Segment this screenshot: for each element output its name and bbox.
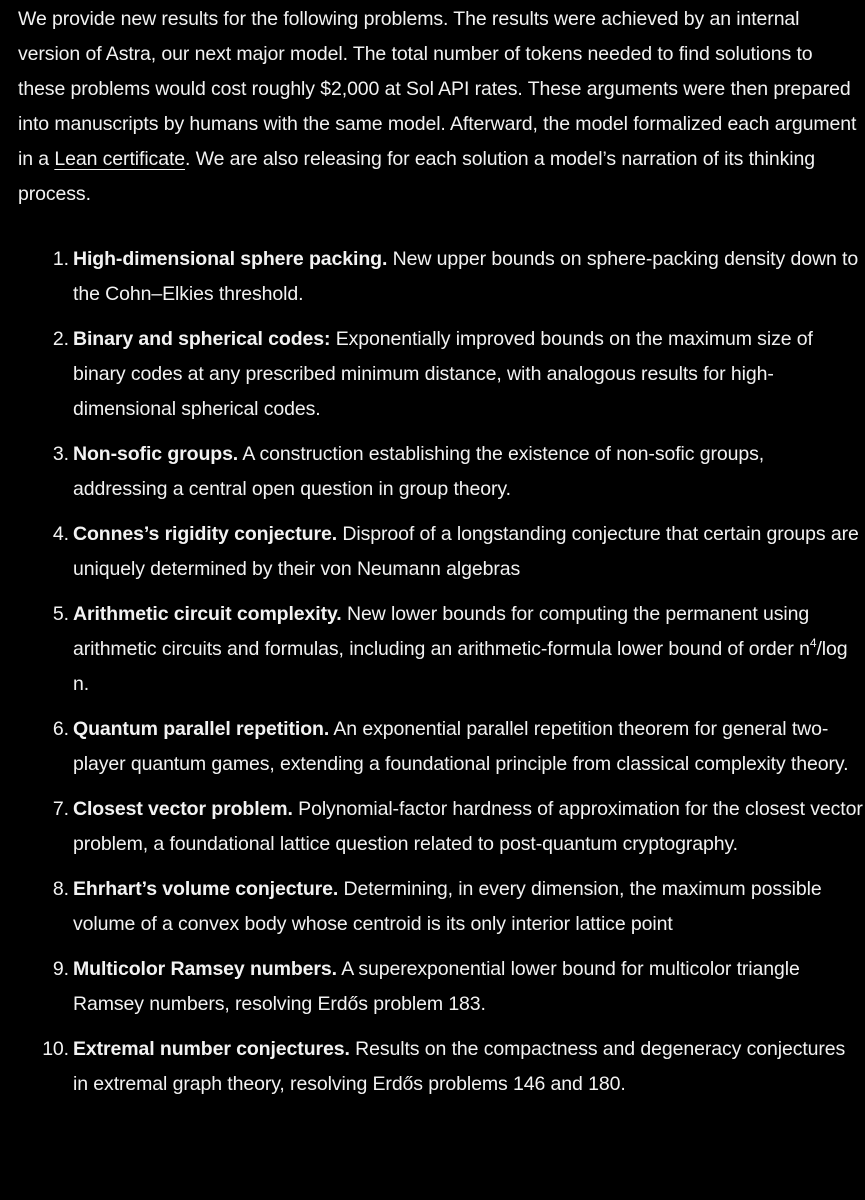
list-number: 9. xyxy=(52,958,69,980)
problem-title: Multicolor Ramsey numbers. xyxy=(73,958,337,980)
list-number: 10. xyxy=(42,1038,69,1060)
problem-title: Ehrhart’s volume conjecture. xyxy=(73,878,339,900)
intro-paragraph xyxy=(18,2,865,212)
problem-title: Extremal number conjectures. xyxy=(73,1038,350,1060)
problem-title: Non-sofic groups. xyxy=(73,443,239,465)
list-item xyxy=(18,517,863,587)
intro-text-before-link: We provide new results for the following problems. The results were achieved by an internal version of Astra, our next major model. The total number of tokens needed to find solutions to these problems would cost roughly $2,000 at Sol API rates. These arguments were then prepared into manuscripts by humans with the same model. Afterward, the model formalized each argument in a xyxy=(18,8,857,170)
list-item xyxy=(18,872,863,942)
problem-title: Arithmetic circuit complexity. xyxy=(73,603,342,625)
list-number: 7. xyxy=(52,798,69,820)
list-number: 5. xyxy=(52,603,69,625)
list-item xyxy=(18,322,863,427)
list-item xyxy=(18,952,863,1022)
problem-description: New lower bounds for computing the permanent using arithmetic circuits and formulas, including an arithmetic-formula lower bound of order n xyxy=(73,603,810,660)
problem-description: A construction establishing the existence of non-sofic groups, addressing a central open question in group theory. xyxy=(73,443,765,500)
list-item xyxy=(18,1032,863,1102)
list-item xyxy=(18,792,863,862)
list-number: 4. xyxy=(52,523,69,545)
problem-title: Closest vector problem. xyxy=(73,798,293,820)
problem-title: Binary and spherical codes: xyxy=(73,328,331,350)
problem-description: Disproof of a longstanding conjecture that certain groups are uniquely determined by their von Neumann algebras xyxy=(73,523,859,580)
problems-list xyxy=(18,242,865,1102)
intro-text-after-link: . We are also releasing for each solution a model’s narration of its thinking process. xyxy=(18,148,816,205)
list-number: 2. xyxy=(52,328,69,350)
problem-description: Polynomial-factor hardness of approximation for the closest vector problem, a foundational lattice question related to post-quantum cryptography. xyxy=(73,798,863,855)
list-item xyxy=(18,437,863,507)
problem-description: New upper bounds on sphere-packing density down to the Cohn–Elkies threshold. xyxy=(73,248,859,305)
problem-description-end: /log n. xyxy=(73,638,848,695)
exponent: 4 xyxy=(809,636,817,650)
list-item xyxy=(18,712,863,782)
list-number: 6. xyxy=(52,718,69,740)
list-number: 1. xyxy=(52,248,69,270)
problem-description: An exponential parallel repetition theorem for general two-player quantum games, extending a foundational principle from classical complexity theory. xyxy=(73,718,849,775)
problem-description: Exponentially improved bounds on the maximum size of binary codes at any prescribed minimum distance, with analogous results for high-dimensional spherical codes. xyxy=(73,328,813,420)
problem-description: Determining, in every dimension, the maximum possible volume of a convex body whose centroid is its only interior lattice point xyxy=(73,878,822,935)
list-item xyxy=(18,242,863,312)
problem-title: Quantum parallel repetition. xyxy=(73,718,330,740)
problem-description: Results on the compactness and degeneracy conjectures in extremal graph theory, resolving Erdős problems 146 and 180. xyxy=(73,1038,846,1095)
list-item xyxy=(18,597,863,702)
list-number: 8. xyxy=(52,878,69,900)
problem-description: A superexponential lower bound for multicolor triangle Ramsey numbers, resolving Erdős problem 183. xyxy=(73,958,800,1015)
list-number: 3. xyxy=(52,443,69,465)
problem-title: High-dimensional sphere packing. xyxy=(73,248,388,270)
problem-title: Connes’s rigidity conjecture. xyxy=(73,523,338,545)
lean-certificate-link[interactable]: Lean certificate xyxy=(54,148,186,170)
